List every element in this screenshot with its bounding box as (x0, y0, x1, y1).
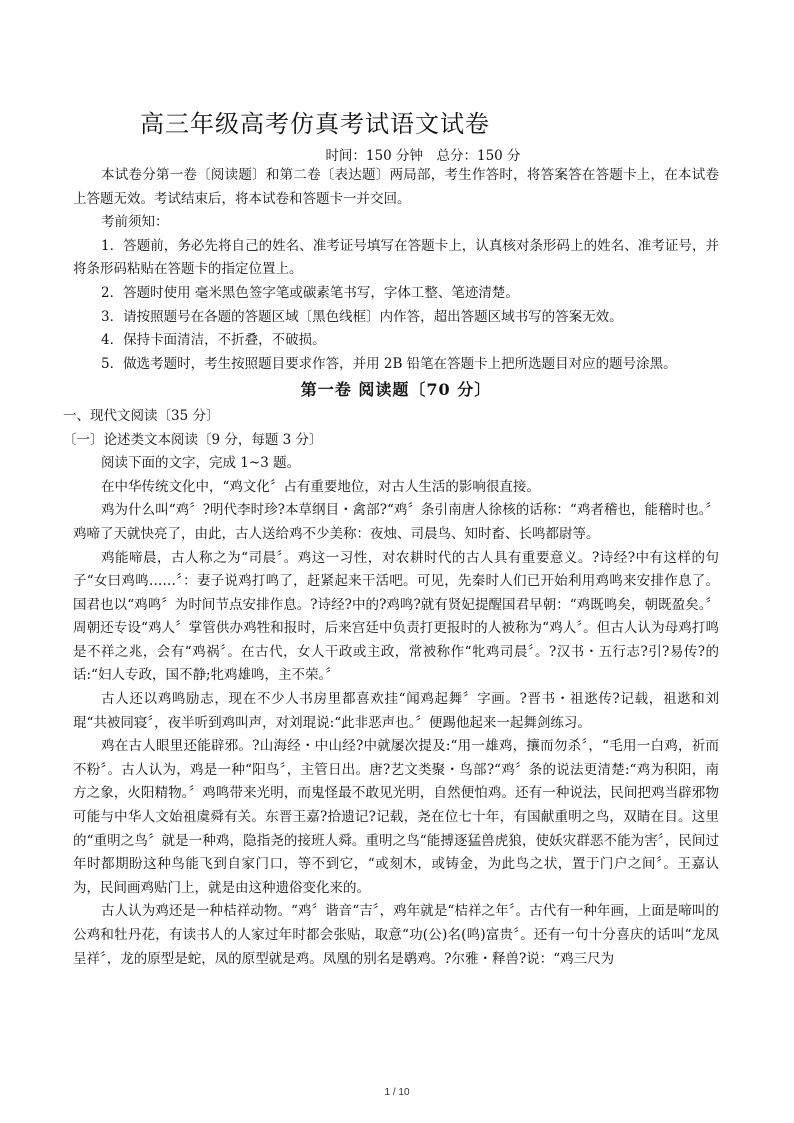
exam-meta: 时间：150 分钟 总分：150 分 (325, 148, 521, 164)
notice-item-4: 4．保持卡面清洁，不折叠，不破损。 (101, 332, 326, 349)
page-number: 1 / 10 (384, 1087, 410, 1098)
passage-paragraph: 古人认为鸡还是一种桔祥动物。“鸡〞谐音“吉〞，鸡年就是“桔祥之年〞。古代有一种年画，上面是啼叫的公鸡和牡丹花，有读书人的人家过年时都会张贴，取意“功(公)名(鸣)富贵〞。还有一句十分喜庆的话叫“龙凤呈祥〞，龙的原型是蛇，凤的原型就是鸡。凤凰的别名是鹖鸡。?尔雅・释兽?说：“鸡三尺为 (73, 903, 719, 967)
notice-item-5: 5．做选考题时，考生按照题目要求作答，并用 2B 铅笔在答题卡上把所选题目对应的题号涂黑。 (101, 355, 677, 372)
passage-paragraph: 鸡能啼晨，古人称之为“司晨〞。鸡这一习性，对农耕时代的古人具有重要意义。?诗经?中有这样的句子“女曰鸡鸣……〞：妻子说鸡打鸣了，赶紧起来干活吧。可见，先秦时人们已开始利用鸡鸣来安排作息了。国君也以“鸡鸣〞为时间节点安排作息。?诗经?中的?鸡鸣?就有贤妃提醒国君早朝：“鸡既鸣矣，朝既盈矣。〞周朝还专设“鸡人〞掌管供办鸡牲和报时，后来宫廷中负责打更报时的人被称为“鸡人〞。但古人认为母鸡打鸣是不祥之兆，会有“鸡祸〞。在古代，女人干政或主政，常被称作“牝鸡司晨〞。?汉书・五行志?引?易传?的话:“妇人专政，国不静;牝鸡雄鸣，主不荣。〞 (73, 549, 719, 684)
passage-paragraph: 古人还以鸡鸣励志，现在不少人书房里都喜欢挂“闻鸡起舞〞字画。?晋书・祖逖传?记载，祖逖和刘琨“共被同寝〞，夜半听到鸡叫声，对刘琨说:“此非恶声也。〞便踢他起来一起舞剑练习。 (73, 691, 719, 731)
part-heading: 一、现代文阅读〔35 分〕 (63, 407, 220, 424)
notice-item-2: 2．答题时使用 毫米黑色签字笔或碳素笔书写，字体工整、笔迹清楚。 (101, 284, 519, 301)
document-body (63, 164, 719, 971)
section-title: 第一卷 阅读题〔70 分〕 (300, 380, 492, 400)
exam-title: 高三年级高考仿真考试语文试卷 (140, 110, 490, 138)
subpart-heading: 〔一〕论述类文本阅读〔9 分，每题 3 分〕 (63, 431, 323, 448)
passage-paragraph: 鸡为什么叫“鸡〞?明代李时珍?本草纲目・禽部?“鸡〞条引南唐人徐核的话称：“鸡者稽也，能稽时也。〞鸡啼了天就快亮了，由此，古人送给鸡不少美称：夜烛、司晨鸟、知时畜、长鸣都尉等。 (73, 502, 719, 542)
passage-paragraph: 在中华传统文化中，“鸡文化〞占有重要地位，对古人生活的影响很直接。 (101, 478, 540, 495)
notice-item-1: 1．答题前，务必先将自己的姓名、准考证号填写在答题卡上，认真核对条形码上的姓名、准考证号，并将条形码粘贴在答题卡的指定位置上。 (73, 237, 719, 278)
reading-instruction: 阅读下面的文字，完成 1~3 题。 (101, 455, 301, 472)
notice-heading: 考前须知： (101, 214, 169, 231)
intro-paragraph: 本试卷分第一卷〔阅读题〕和第二卷〔表达题〕两局部，考生作答时，将答案答在答题卡上，在本试卷上答题无效。考试结束后，将本试卷和答题卡一并交回。 (73, 167, 719, 207)
notice-item-3: 3．请按照题号在各题的答题区域〔黑色线框〕内作答，超出答题区域书写的答案无效。 (101, 308, 623, 325)
passage-paragraph: 鸡在古人眼里还能辟邪。?山海经・中山经?中就屡次提及:“用一雄鸡，攘而勿杀〞，“毛用一白鸡，祈而不粉〞。古人认为，鸡是一种“阳鸟〞，主管日出。唐?艺文类聚・鸟部?“鸡〞条的说法更清楚:“鸡为积阳，南方之象，火阳精物。〞鸡鸣带来光明，而鬼怪最不敢见光明，自然便怕鸡。还有一种说法，民间把鸡当辟邪物可能与中华人文始祖虞舜有关。东晋王嘉?拾遗记?记载，尧在位七十年，有国献重明之鸟，双睛在目。这里的“重明之鸟〞就是一种鸡，隐指尧的接班人舜。重明之鸟“能搏逐猛兽虎狼，使妖灾群恶不能为害〞，民间过年时都期盼这种鸟能飞到自家门口，等不到它，“或刻木，或铸金，为此鸟之状，置于门户之间〞。王嘉认为，民间画鸡贴门上，就是由这种遗俗变化来的。 (73, 738, 719, 896)
